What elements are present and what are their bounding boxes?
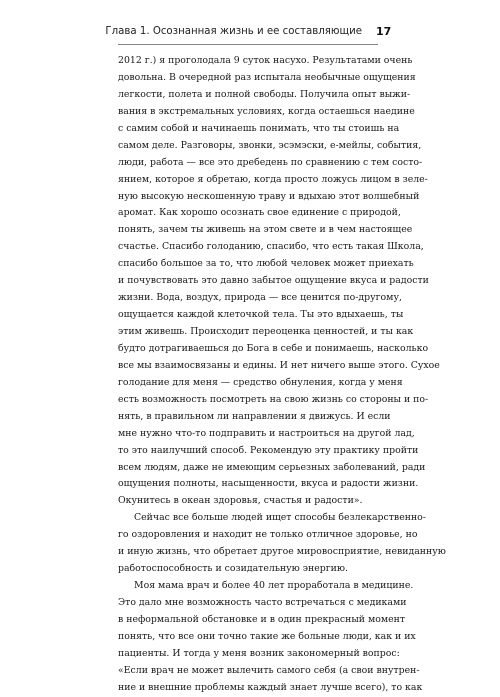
paragraph — [118, 53, 440, 510]
text-line: Это дало мне возможность часто встречаться с медиками — [118, 597, 407, 608]
text-line: голодание для меня — средство обнуления, когда у меня — [118, 376, 403, 388]
text-line: все мы взаимосвязаны и едины. И нет ничего выше этого. Сухое — [118, 359, 440, 371]
text-line: ние и внешние проблемы каждый знает лучше всего), то как — [118, 681, 423, 693]
text-line: янием, которое я обретаю, когда просто ложусь лицом в зеле- — [118, 173, 428, 185]
text-line: есть возможность посмотреть на свою жизнь со стороны и по- — [118, 393, 429, 405]
text-line: ощущения полноты, насыщенности, вкуса и радости жизни. — [118, 478, 419, 490]
text-line: будто дотрагиваешься до Бога в себе и понимаешь, насколько — [118, 342, 429, 354]
text-line: и почувствовать это давно забытое ощущение вкуса и радости — [118, 275, 429, 287]
text-line: легкости, полета и полной свободы. Получила опыт выжи- — [118, 88, 411, 100]
text-line: понять, зачем ты живешь на этом свете и в чем настоящее — [118, 224, 413, 236]
text-line: нять, в правильном ли направлении я движусь. И если — [118, 410, 391, 422]
running-header — [0, 26, 500, 44]
header-rule — [118, 44, 378, 45]
text-line: 2012 г.) я проголодала 9 суток насухо. Результатами очень — [118, 55, 413, 66]
text-line: «Если врач не может вылечить самого себя (а свои внутрен- — [118, 664, 420, 676]
body-text — [118, 53, 446, 697]
text-line: счастье. Спасибо голоданию, спасибо, что есть такая Школа, — [118, 241, 424, 253]
text-line: Сейчас все больше людей ищет способы безлекарственно- — [134, 512, 426, 524]
text-line: понять, что все они точно такие же больные люди, как и их — [118, 630, 416, 642]
text-line: в неформальной обстановке и в один прекрасный момент — [118, 613, 406, 625]
text-line: ную высокую нескошенную траву и вдыхаю этот волшебный — [118, 190, 420, 202]
text-line: Моя мама врач и более 40 лет проработала в медицине. — [134, 580, 414, 592]
text-line: ощущается каждой клеточкой тела. Ты это вдыхаешь, ты — [118, 309, 404, 321]
text-line: с самим собой и начинаешь понимать, что ты стоишь на — [118, 122, 400, 134]
paragraph — [118, 578, 423, 697]
text-line: Окунитесь в океан здоровья, счастья и радости». — [118, 495, 363, 507]
text-line: довольна. В очередной раз испытала необычные ощущения — [118, 71, 416, 83]
text-line: люди, работа — все это дребедень по сравнению с тем состо- — [118, 156, 423, 168]
text-line: спасибо большое за то, что любой человек может приехать — [118, 258, 414, 270]
text-line: вания в экстремальных условиях, когда остаешься наедине — [118, 105, 415, 117]
text-line: работоспособность и созидательную энергию. — [118, 563, 348, 575]
page-number: 17 — [376, 25, 392, 38]
text-line: и иную жизнь, что обретает другое мировосприятие, невиданную — [118, 546, 446, 558]
text-line: го оздоровления и находит не только отличное здоровье, но — [118, 529, 418, 541]
text-line: самом деле. Разговоры, звонки, эсэмэски, е-мейлы, события, — [118, 139, 422, 151]
chapter-title: Глава 1. Осознанная жизнь и ее составляющие — [105, 26, 362, 37]
text-line: жизни. Вода, воздух, природа — все ценится по-другому, — [118, 292, 402, 304]
paragraph — [118, 510, 446, 578]
text-line: этим живешь. Происходит переоценка ценностей, и ты как — [118, 326, 414, 337]
text-line: то это наилучший способ. Рекомендую эту практику пройти — [118, 444, 419, 456]
text-line: всем людям, даже не имеющим серьезных заболеваний, ради — [118, 461, 426, 473]
text-line: аромат. Как хорошо осознать свое единение с природой, — [118, 207, 401, 219]
text-line: пациенты. И тогда у меня возник закономерный вопрос: — [118, 647, 400, 659]
text-line: мне нужно что-то подправить и настроиться на другой лад, — [118, 427, 415, 439]
